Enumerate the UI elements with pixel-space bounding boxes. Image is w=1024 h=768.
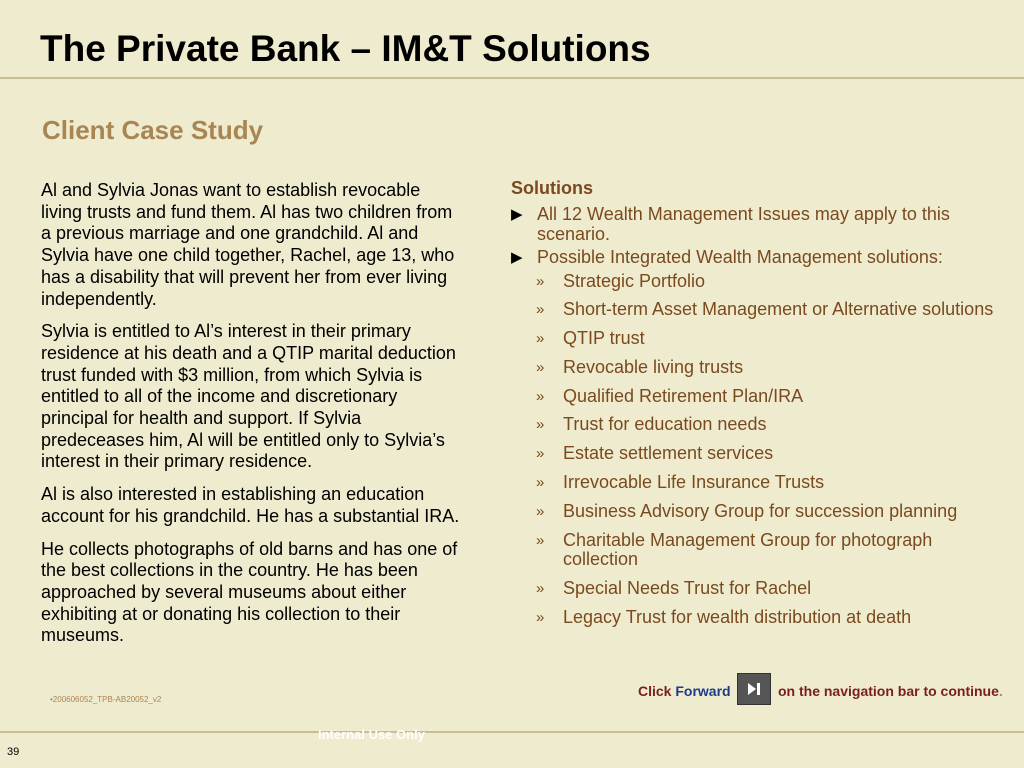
chevron-bullet-icon: » [536, 272, 545, 290]
bottom-divider [0, 731, 1024, 733]
chevron-bullet-icon: » [536, 608, 545, 626]
paragraph-1: Al and Sylvia Jonas want to establish revocable living trusts and fund them. Al has two children from a previous marriage and one grandchild. Al and Sylvia have one child together, Rachel, age 13, who has a disability that will prevent her from ever living independently. [41, 180, 455, 309]
paragraph-3: Al is also interested in establishing an education account for his grandchild. He has a substantial IRA. [41, 484, 460, 526]
list-item-text: Short-term Asset Management or Alternative solutions [563, 299, 994, 320]
top-divider [0, 77, 1024, 79]
list-item-text: Charitable Management Group for photograph collection [563, 529, 933, 570]
chevron-bullet-icon: » [536, 387, 545, 405]
paragraph-4: He collects photographs of old barns and has one of the best collections in the country. He has been approached by several museums about either exhibiting at or donating his collection to their museums. [41, 538, 458, 646]
nav-instruction-suffix [778, 683, 1003, 699]
list-item-text: Trust for education needs [563, 414, 767, 435]
nav-forward-text: Forward [675, 683, 731, 699]
list-item-text: Estate settlement services [563, 443, 774, 464]
page-number: 39 [7, 746, 20, 758]
chevron-bullet-icon: » [536, 531, 545, 549]
list-item [511, 473, 1001, 493]
nav-continue-text: on the navigation bar to continue [778, 683, 999, 699]
nav-period: . [998, 683, 1003, 699]
section-subtitle: Client Case Study [42, 115, 264, 145]
list-item-text: Revocable living trusts [563, 356, 744, 377]
chevron-bullet-icon: » [536, 301, 545, 319]
chevron-bullet-icon: » [536, 474, 545, 492]
solutions-heading: Solutions [511, 178, 593, 198]
triangle-bullet-icon: ▶ [511, 249, 523, 266]
list-item [511, 272, 1001, 292]
list-item [511, 531, 1001, 570]
chevron-bullet-icon: » [536, 579, 545, 597]
list-item [511, 300, 1001, 320]
forward-button[interactable] [737, 673, 771, 705]
case-description [41, 180, 461, 658]
chevron-bullet-icon: » [536, 416, 545, 434]
list-item-text: Legacy Trust for wealth distribution at death [563, 606, 912, 627]
list-item [511, 608, 1001, 628]
list-item-text: Business Advisory Group for succession planning [563, 500, 958, 521]
document-code: •200606052_TPB-AB20052_v2 [50, 695, 162, 704]
list-item [511, 387, 1001, 407]
page-title: The Private Bank – IM&T Solutions [40, 28, 651, 69]
nav-instruction-prefix [638, 683, 731, 699]
list-item [511, 444, 1001, 464]
list-item [511, 415, 1001, 435]
bullet-text: Possible Integrated Wealth Management solutions: [537, 247, 943, 267]
list-item [511, 358, 1001, 378]
bullet-text: All 12 Wealth Management Issues may apply to this scenario. [537, 204, 950, 244]
list-item-text: Strategic Portfolio [563, 270, 706, 291]
list-item [511, 502, 1001, 522]
solutions-bullet-1 [511, 205, 1001, 244]
solutions-panel [511, 178, 1001, 637]
chevron-bullet-icon: » [536, 445, 545, 463]
chevron-bullet-icon: » [536, 358, 545, 376]
list-item-text: QTIP trust [563, 328, 645, 349]
solutions-bullet-2 [511, 248, 1001, 268]
nav-click-text: Click [638, 683, 672, 699]
list-item-text: Special Needs Trust for Rachel [563, 577, 812, 598]
list-item-text: Irrevocable Life Insurance Trusts [563, 472, 825, 493]
list-item [511, 329, 1001, 349]
skip-forward-icon [745, 681, 763, 697]
chevron-bullet-icon: » [536, 502, 545, 520]
triangle-bullet-icon: ▶ [511, 206, 523, 223]
solutions-sublist [511, 272, 1001, 628]
list-item [511, 579, 1001, 599]
list-item-text: Qualified Retirement Plan/IRA [563, 385, 804, 406]
internal-use-label: Internal Use Only [318, 727, 425, 742]
chevron-bullet-icon: » [536, 330, 545, 348]
paragraph-2: Sylvia is entitled to Al’s interest in their primary residence at his death and a QTIP marital deduction trust funded with $3 million, from which Sylvia is entitled to all of the income and discretionary principal for health and support. If Sylvia predeceases him, Al will be entitled only to Sylvia’s interest in their primary residence. [41, 321, 456, 472]
